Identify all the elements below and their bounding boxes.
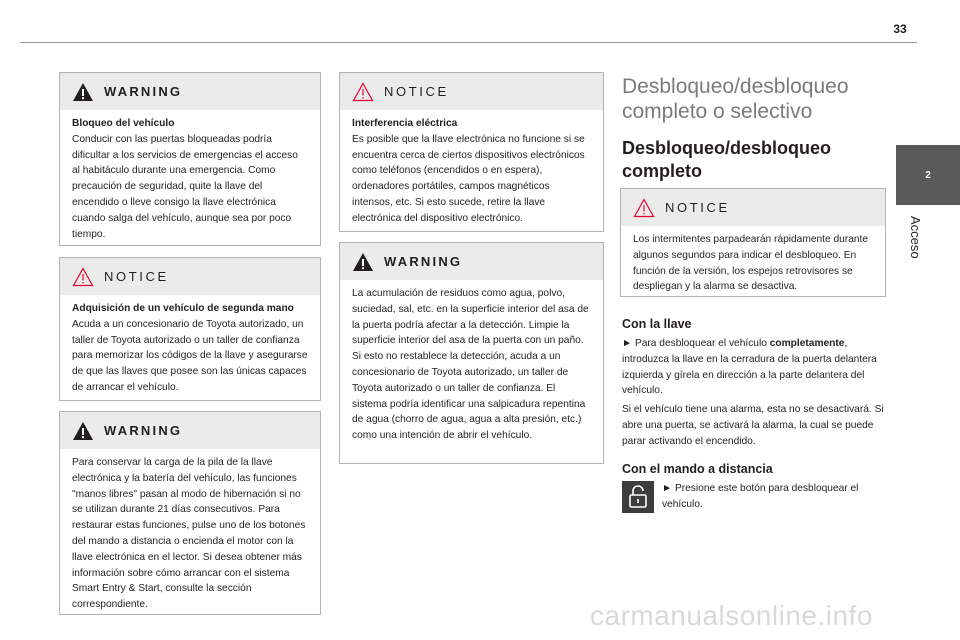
section-subtitle: Desbloqueo/desbloqueo completo bbox=[622, 138, 832, 181]
notice-title: NOTICE bbox=[104, 269, 169, 284]
notice-box-used-vehicle bbox=[59, 257, 321, 401]
paragraph-key-unlock bbox=[622, 336, 890, 399]
heading-con-la-llave: Con la llave bbox=[622, 317, 692, 331]
notice-subtitle: Interferencia eléctrica bbox=[352, 118, 458, 129]
notice-header bbox=[60, 258, 320, 295]
chapter-tab[interactable]: 2 bbox=[896, 145, 960, 205]
warning-box-hibernation bbox=[59, 411, 321, 615]
paragraph-remote-unlock bbox=[662, 481, 890, 513]
section-title: Desbloqueo/desbloqueo completo o selectivo bbox=[622, 75, 849, 123]
paragraph-key-alarm: Si el vehículo tiene una alarma, esta no se desactivará. Si abre una puerta, se activará la alarma, la cual se puede parar activando el encendido. bbox=[622, 404, 884, 447]
notice-text: Es posible que la llave electrónica no funcione si se encuentra cerca de ciertos dispositivos electrónicos como teléfonos (encendidos o en espera), ordenadores portátiles, campos magnéticos intensos, etc. Si esto sucede, retire la llave electrónica del dispositivo electrónico. bbox=[352, 133, 585, 224]
warning-header bbox=[60, 73, 320, 110]
warning-text: La acumulación de residuos como agua, polvo, suciedad, sal, etc. en la superficie interior del asa de la puerta podría afectar a la detección. Limpie la superficie interior del asa de la puerta con un paño. Si esto no restablece la detección, acuda a un concesionario de Toyota autorizado, un taller de Toyota autorizado o un taller de confianza. El sistema podría identificar una salpicadura repentina de agua (chorro de agua, agua a alta presión, etc.) como una intención de abrir el vehículo. bbox=[352, 288, 589, 442]
watermark: carmanualsonline.info bbox=[590, 600, 873, 631]
notice-title: NOTICE bbox=[384, 84, 449, 99]
warning-box-handle-detection bbox=[339, 242, 604, 464]
warning-title: WARNING bbox=[104, 423, 183, 438]
remote-text: Presione este botón para desbloquear el vehículo. bbox=[662, 483, 859, 510]
warning-icon bbox=[352, 252, 374, 272]
warning-subtitle: Bloqueo del vehículo bbox=[72, 118, 175, 129]
warning-box-vehicle-lock bbox=[59, 72, 321, 246]
warning-title: WARNING bbox=[384, 254, 463, 269]
warning-icon bbox=[72, 421, 94, 441]
page-number: 33 bbox=[893, 22, 907, 36]
notice-header bbox=[340, 73, 603, 110]
bullet-icon: ► bbox=[662, 483, 673, 494]
warning-title: WARNING bbox=[104, 84, 183, 99]
notice-icon bbox=[633, 198, 655, 218]
warning-header bbox=[60, 412, 320, 449]
notice-text: Los intermitentes parpadearán rápidamente durante algunos segundos para indicar el desbloqueo. En función de la versión, los espejos retrovisores se despliegan y la alarma se desactiva. bbox=[633, 234, 869, 293]
warning-icon bbox=[72, 82, 94, 102]
warning-text: Conducir con las puertas bloqueadas podría dificultar a los servicios de emergencias el acceso al habitáculo durante una emergencia. Como precaución de seguridad, quite la llave del encendido o lleve consigo la llave electrónica cuando salga del vehículo, aunque sea por poco tiempo. bbox=[72, 133, 298, 240]
notice-subtitle: Adquisición de un vehículo de segunda mano bbox=[72, 303, 294, 314]
notice-box-unlock-indicators bbox=[620, 188, 886, 297]
header-rule bbox=[20, 42, 917, 43]
notice-icon bbox=[72, 267, 94, 287]
notice-title: NOTICE bbox=[665, 200, 730, 215]
notice-icon bbox=[352, 82, 374, 102]
chapter-label: Acceso bbox=[908, 216, 923, 259]
unlock-icon bbox=[622, 481, 654, 513]
bullet-icon: ► bbox=[622, 338, 633, 349]
notice-box-electrical-interference bbox=[339, 72, 604, 232]
key-text-bold: completamente bbox=[769, 338, 845, 349]
warning-text: Para conservar la carga de la pila de la llave electrónica y la batería del vehículo, las funciones "manos libres" pasan al modo de hibernación si no se utilizan durante 21 días consecutivos. Para restaurar estas funciones, pulse uno de los botones del mando a distancia o encienda el motor con la llave electrónica en el lector. Si desea obtener más información sobre cómo arrancar con el sistema Smart Entry & Start, consulte la sección correspondiente. bbox=[72, 457, 306, 611]
key-text-pre: Para desbloquear el vehículo bbox=[634, 338, 770, 349]
heading-con-el-mando: Con el mando a distancia bbox=[622, 462, 773, 476]
warning-header bbox=[340, 243, 603, 280]
notice-header bbox=[621, 189, 885, 226]
notice-text: Acuda a un concesionario de Toyota autorizado, un taller de Toyota autorizado o un taller de confianza para memorizar los códigos de la llave y asegurarse de que las llaves que posee son las únicas capaces de arrancar el vehículo. bbox=[72, 318, 308, 393]
key-text-post: , introduzca la llave en la cerradura de la puerta delantera izquierda y gírela en dirección a la parte delantera del vehículo. bbox=[622, 338, 877, 397]
